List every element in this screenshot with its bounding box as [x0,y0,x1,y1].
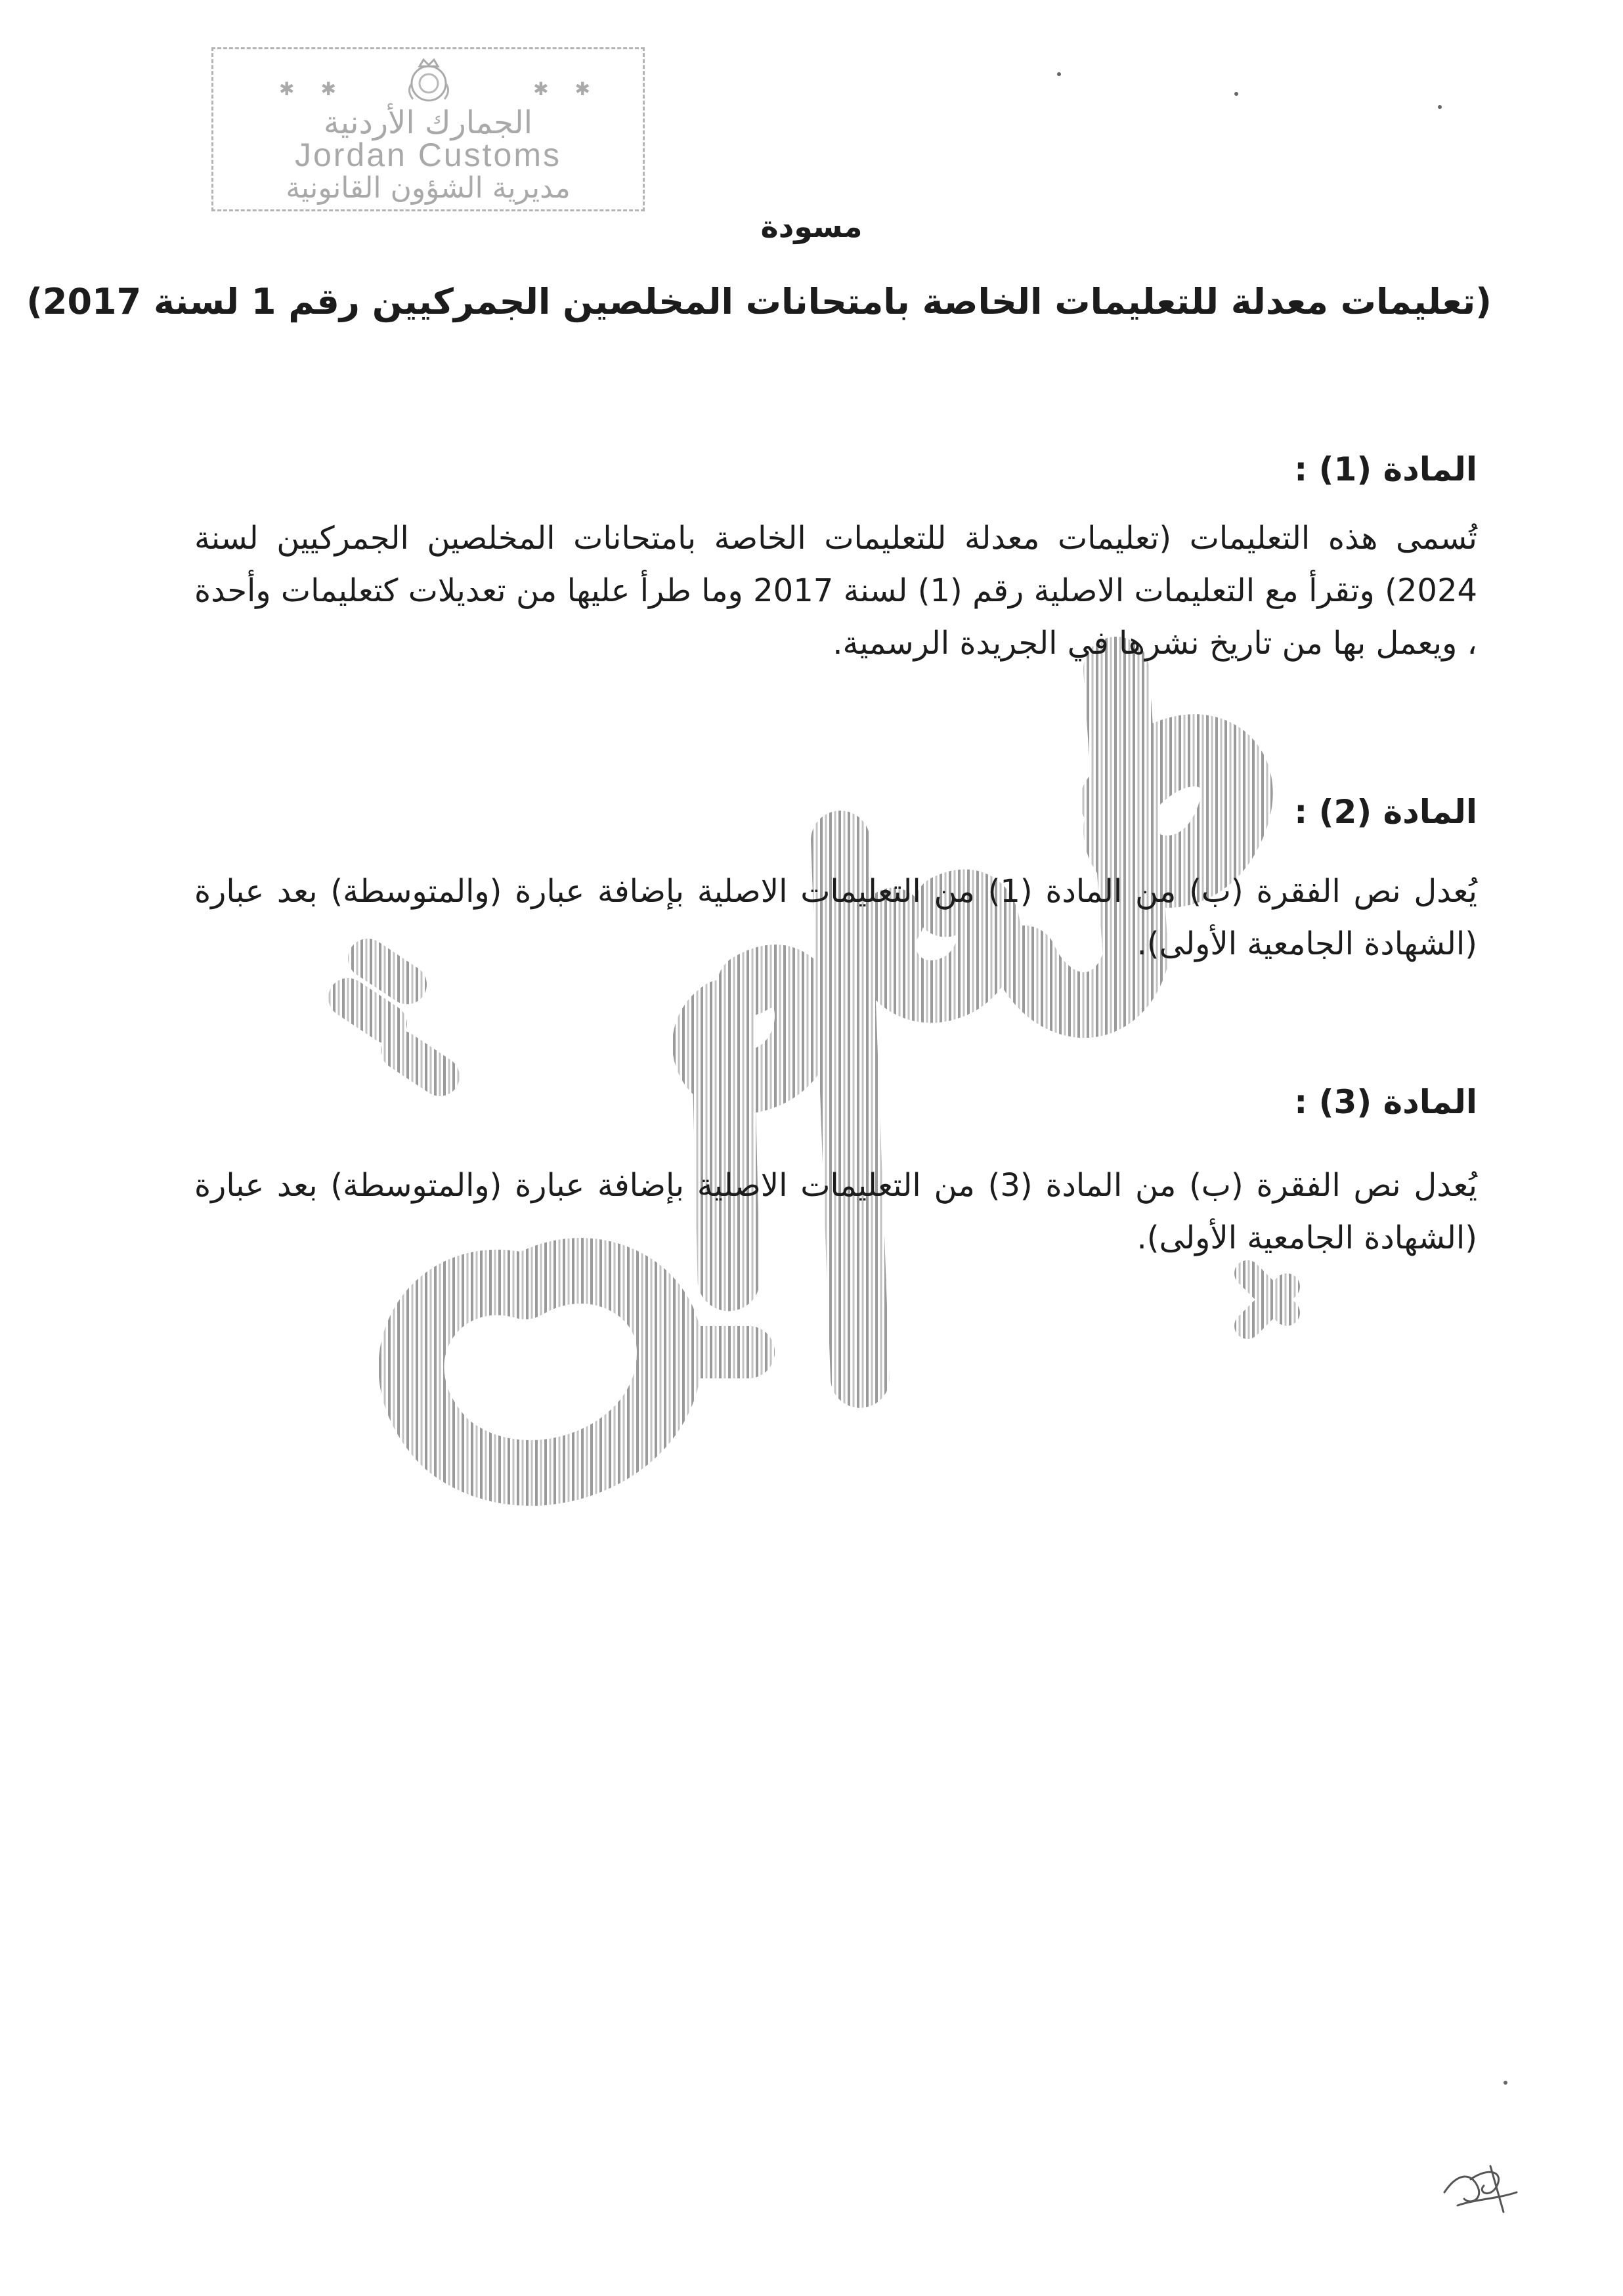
handwritten-initials [1431,2153,1523,2219]
article-3-heading: المادة (3) : [1294,1083,1477,1121]
crest-icon [404,57,454,107]
stars-decoration-left: ✱✱ [279,78,362,100]
article-2-body: يُعدل نص الفقرة (ب) من المادة (1) من التعليمات الاصلية بإضافة عبارة (والمتوسطة) بعد عبارة (الشهادة الجامعية الأولى). [194,873,1477,962]
article-1-body: تُسمى هذه التعليمات (تعليمات معدلة للتعليمات الخاصة بامتحانات المخلصين الجمركيين لسنة 2024) وتقرأ مع التعليمات الاصلية رقم (1) لسنة 2017 وما طرأ عليها من تعديلات كتعليمات وأحدة ، ويعمل بها من تاريخ نشرها في الجريدة الرسمية. [194,520,1478,662]
scan-speck [1438,105,1442,109]
official-stamp [211,47,645,211]
article-3-body: يُعدل نص الفقرة (ب) من المادة (3) من التعليمات الاصلية بإضافة عبارة (والمتوسطة) بعد عبارة (الشهادة الجامعية الأولى). [194,1167,1477,1256]
stamp-department: مديرية الشؤون القانونية [286,171,571,205]
document-title: (تعليمات معدلة للتعليمات الخاصة بامتحانات المخلصين الجمركيين رقم 1 لسنة 2017) [26,281,1492,322]
draft-label: مسودة [760,209,863,244]
article-2-heading: المادة (2) : [1294,793,1477,831]
scan-speck [1504,2081,1507,2085]
stamp-english-name: Jordan Customs [294,137,562,173]
scan-speck [1057,72,1061,76]
scan-speck [1234,92,1238,96]
stars-decoration-right: ✱✱ [533,78,617,100]
article-1-heading: المادة (1) : [1294,450,1477,488]
stamp-arabic-name: الجمارك الأردنية [323,104,533,141]
